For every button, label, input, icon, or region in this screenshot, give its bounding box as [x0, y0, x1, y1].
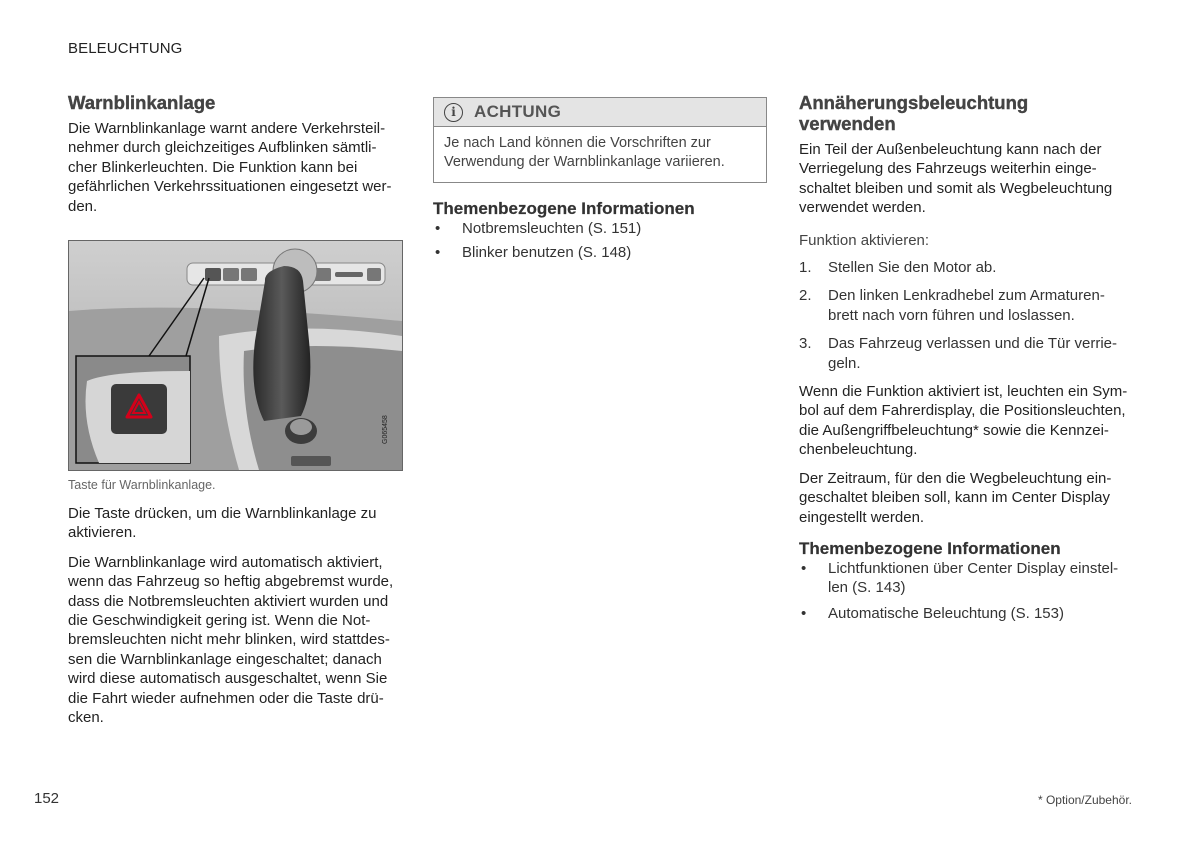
text-line: Verriegelung des Fahrzeugs weiterhin einge-	[799, 160, 1097, 178]
text-line: chenbeleuchtung.	[799, 441, 918, 459]
column-hazard-lights	[68, 92, 400, 728]
step-item	[799, 286, 1135, 325]
related-link-blinker[interactable]	[433, 243, 767, 262]
section-heading-hazard: Warnblinkanlage	[68, 92, 216, 113]
text-line: verwendet werden.	[799, 199, 926, 217]
text-line: Den linken Lenkradhebel zum Armaturen-	[828, 287, 1105, 305]
page-number: 152	[34, 790, 60, 807]
warning-text	[434, 127, 766, 182]
related-link-label: Blinker benutzen (S. 148)	[462, 244, 632, 262]
text-line: Die Warnblinkanlage wird automatisch aktiviert,	[68, 553, 383, 571]
heading-line: verwenden	[799, 113, 896, 134]
related-link-label: Notbremsleuchten (S. 151)	[462, 219, 642, 237]
text-line: brett nach vorn führen und loslassen.	[828, 306, 1075, 324]
text-line: den.	[68, 197, 98, 215]
step-item	[799, 258, 1135, 277]
approach-paragraph-active	[799, 382, 1135, 460]
text-line: aktivieren.	[68, 524, 137, 542]
bullet: •	[435, 219, 441, 237]
related-link-notbremsleuchten[interactable]	[433, 219, 767, 238]
bullet: •	[435, 244, 441, 262]
step-number: 2.	[799, 287, 812, 305]
text-line: bol auf dem Fahrerdisplay, die Positionsleuchten,	[799, 402, 1126, 420]
center-console-illustration	[69, 241, 402, 470]
text-line: bremsleuchten nicht mehr blinken, wird stattdes-	[68, 631, 390, 649]
warning-header	[434, 98, 766, 127]
text-line: sen die Warnblinkanlage eingeschaltet; danach	[68, 650, 382, 668]
warning-title: ACHTUNG	[474, 102, 562, 121]
text-line: len (S. 143)	[828, 579, 906, 597]
related-info-list	[433, 219, 767, 263]
text-line: Ein Teil der Außenbeleuchtung kann nach der	[799, 141, 1102, 158]
text-line: gefährlichen Verkehrssituationen eingesetzt wer-	[68, 178, 392, 196]
text-line: Lichtfunktionen über Center Display einstel-	[828, 559, 1119, 577]
text-line: Automatische Beleuchtung (S. 153)	[828, 604, 1064, 622]
text-line: Die Warnblinkanlage warnt andere Verkehrsteil-	[68, 120, 386, 137]
column-warning	[433, 97, 767, 263]
hazard-paragraph-auto	[68, 553, 400, 728]
text-line: Der Zeitraum, für den die Wegbeleuchtung ein-	[799, 469, 1112, 487]
related-link-automatische-beleuchtung[interactable]	[799, 604, 1135, 623]
related-info-heading: Themenbezogene Informationen	[433, 198, 695, 218]
step-number: 1.	[799, 259, 812, 277]
text-line: cken.	[68, 709, 104, 727]
text-line: geschaltet bleiben soll, kann im Center Display	[799, 489, 1110, 507]
step-item	[799, 334, 1135, 373]
related-info-heading: Themenbezogene Informationen	[799, 538, 1061, 558]
text-line: dass die Notbremsleuchten aktiviert wurden und	[68, 592, 389, 610]
figure-caption: Taste für Warnblinkanlage.	[68, 478, 216, 493]
section-heading-approach	[799, 92, 1135, 134]
text-line: eingestellt werden.	[799, 508, 925, 526]
running-head: BELEUCHTUNG	[68, 40, 183, 57]
heading-line: Annäherungsbeleuchtung	[799, 92, 1029, 113]
text-line: geln.	[828, 354, 861, 372]
info-icon: i	[444, 103, 463, 122]
column-approach-lighting	[799, 92, 1135, 623]
hazard-paragraph-press	[68, 504, 400, 543]
text-line: wenn das Fahrzeug so heftig abgebremst wurde,	[68, 573, 394, 591]
text-line: die Geschwindigkeit gering ist. Wenn die Not-	[68, 612, 371, 630]
text-line: nehmer durch gleichzeitiges Aufblinken sämtli-	[68, 139, 377, 157]
figure-code: G065458	[382, 415, 389, 445]
warning-box	[433, 97, 767, 183]
step-number: 3.	[799, 335, 812, 353]
text-line: schaltet bleiben und somit als Wegbeleuchtung	[799, 179, 1113, 197]
related-info-list	[799, 559, 1135, 623]
steps-list	[799, 258, 1135, 373]
bullet: •	[801, 559, 807, 577]
text-line: wird diese automatisch ausgeschaltet, wenn Sie	[68, 670, 388, 688]
text-line: die Fahrt wieder aufnehmen oder die Taste drü-	[68, 689, 384, 707]
hazard-intro	[68, 119, 400, 216]
text-line: die Außengriffbeleuchtung* sowie die Kennzei-	[799, 421, 1109, 439]
text-line: Je nach Land können die Vorschriften zur	[444, 135, 711, 151]
approach-intro	[799, 140, 1135, 218]
text-line: Wenn die Funktion aktiviert ist, leuchten ein Sym-	[799, 383, 1128, 401]
text-line: Verwendung der Warnblinkanlage variieren.	[444, 154, 725, 171]
hazard-button-figure	[68, 240, 403, 471]
bullet: •	[801, 604, 807, 622]
related-link-lichtfunktionen[interactable]	[799, 559, 1135, 598]
text-line: Das Fahrzeug verlassen und die Tür verrie-	[828, 335, 1118, 353]
text-line: Stellen Sie den Motor ab.	[828, 259, 997, 277]
text-line: Die Taste drücken, um die Warnblinkanlage zu	[68, 505, 377, 523]
footnote: * Option/Zubehör.	[1037, 793, 1132, 807]
activate-label: Funktion aktivieren:	[799, 231, 930, 249]
approach-paragraph-duration	[799, 469, 1135, 527]
text-line: cher Blinkerleuchten. Die Funktion kann bei	[68, 158, 358, 176]
